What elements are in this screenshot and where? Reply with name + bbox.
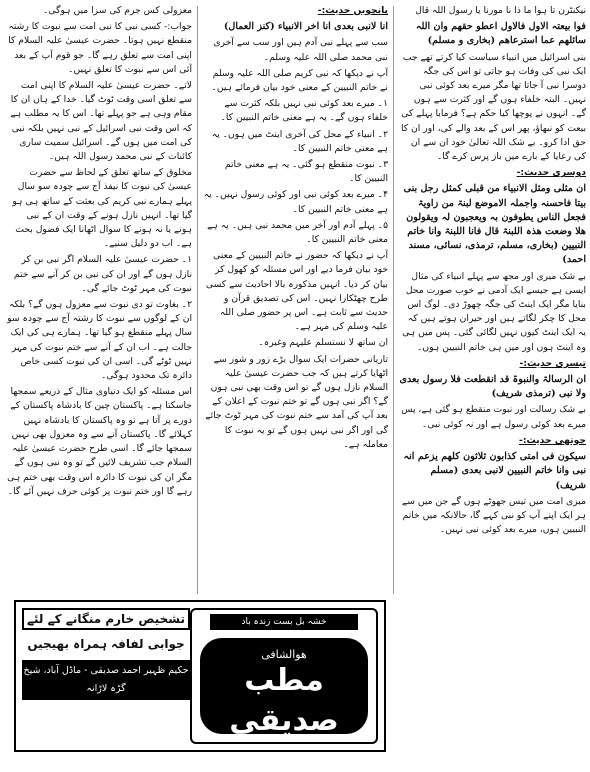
arabic-text: ان الرسالۃ والنبوۃ قد انقطعت فلا رسول بعدی ولا نبی (ترمذی شریف) — [399, 374, 586, 400]
paragraph: میری امت میں تیس جھوٹے ہوں گے جن میں سے ہر ایک اپنے آپ کو نبی کہے گا، حالانکہ میں خاتم النبیین ہوں، میرے بعد کوئی نبی نہیں۔ — [401, 495, 586, 536]
paragraph: سب سے پہلے نبی آدم ہیں اور سب سے آخری نبی محمد صلی اللہ علیہ وسلم۔ — [213, 37, 388, 63]
ad-line-diagnosis: تشخیص خارم منگانے کے لئے — [22, 608, 190, 630]
paragraph: آپ نے دیکھا کہ حضور نے خاتم النبیین کے معنی خود بیان فرما دیے اور اس مسئلہ کو کھول کر بیان کر دیا۔ انہیں مذکورہ بالا احادیث سے کسی طرح چھٹکارا نہیں۔ اس کی تصدیق قرآن و حدیث سے ثابت ہے۔ اس پر حضور صلی اللہ علیہ وسلم کی مہر ہے۔ — [205, 250, 388, 333]
ad-name-box — [200, 638, 368, 738]
paragraph: ۲۔ انبیاء کے محل کی آخری اینٹ میں ہوں۔ یہ ہے معنی خاتم النبیین کا۔ — [211, 128, 388, 154]
ad-clinic-name: مطب صدیقی — [229, 663, 339, 738]
section-heading: چوتھی حدیث:- — [519, 434, 586, 446]
paragraph: ۵۔ پہلے آدم اور آخر میں محمد نبی ہیں۔ یہ ہے معنی خاتم النبیین کا۔ — [207, 219, 388, 246]
ad-tagline: ھوالشافی — [261, 648, 307, 661]
paragraph: بے شک میری اور مجھ سے پہلے انبیاء کی مثال ایسی ہے جیسے ایک آدمی نے خوب صورت محل بنایا مگر ایک اینٹ کی جگہ چھوڑ دی۔ لوگ اس محل کا چکر لگاتے ہیں اور حیران ہوتے ہیں کہ یہ ایک اینٹ کیوں نہیں لگائی گئی۔ پس میں ہی وہ اینٹ ہوں اور میں ہی خاتم النبیین ہوں۔ — [402, 270, 586, 353]
paragraph: مخلوق کے ساتھ تعلق کے لحاظ سے حضرت عیسیٰ کی نبوت کا نیفذ آج سے چودہ سو سال پہلے ہمارے نبی کریم کی بعثت کے ساتھ ہی ہو گیا تھا۔ انہیں نازل ہونے کے وقت ان کے نبی ہونے یا نہ ہونے کا سوال اٹھانا ایک فضول بحث ہے۔ اب دو دلیل سنیے۔ — [12, 167, 192, 250]
section-heading: تیسری حدیث:- — [519, 357, 586, 369]
paragraph: ۲۔ بغاوت تو دی نبوت سے معزول ہوں گے؟ بلکہ ان کے لوگوں سے نبوت کا رشتہ آج سے چودہ سو سال پہلے منقطع ہو گیا تھا۔ ہمارے ہی کی ایک حالت ہے۔ اب ان کے آنے سے ختم نبوت کی مہر نہیں ٹوٹے گی۔ اسی ان کی نبوت کسی خاص دائرہ تک محدود ہوگی۔ — [7, 299, 192, 382]
arabic-text: سیکون فی امتی کذابون ثلاثون کلھم یزعم انہ نبی وانا خاتم النبیین لانبی بعدی (مسلم شریف) — [403, 451, 586, 491]
paragraph: ۱۔ میرے بعد کوئی نبی نہیں بلکہ کثرت سے خلفاء ہوں گے۔ یہ ہے معنی خاتم النبیین کا۔ — [220, 98, 388, 124]
column-left — [6, 4, 192, 596]
paragraph: آپ نے دیکھا کہ نبی کریم صلی اللہ علیہ وسلم نے خاتم النبیین کے معنی خود بیان فرمائے ہیں۔ — [211, 67, 388, 94]
paragraph: ۱۔ حضرت عیسیٰ علیہ السلام اگر نبی بن کر نازل ہوں گے اور ان کی نبی بن کر آنے سے ختم نبوت کی مہر ٹوٹ جائے گی۔ — [13, 254, 192, 294]
section-heading: پانچویں حدیث:- — [317, 5, 388, 16]
paragraph: بنی اسرائیل میں انبیاء سیاست کیا کرتے تھے جب ایک نبی کی وفات ہو جاتی تو اس کی جگہ دوسرا نبی آ جاتا تھا مگر میرے بعد کوئی نبی نہیں۔ البتہ خلفاء ہوں گے اور کثرت سے ہوں گے۔ انہوں نے پوچھا کیا حکم ہے؟ فرمایا پہلے کی بیعت کو نبھاؤ، پھر اس کے بعد والے کی، اور ان کا حق ادا کرو۔ بے شک اللہ تعالیٰ خود ان سے ان کی رعایا کے بارے میں باز پرس کرے گا۔ — [400, 51, 586, 163]
arabic-text: انا لانبی بعدی انا اخر الانبیاء (کنز العمال) — [223, 21, 388, 33]
paragraph: لاتے۔ حضرت عیسیٰ علیہ السلام کا اپنی امت سے تعلق اسی وقت ٹوٹ گیا۔ خدا کے ہاں ان کا مقام وہی ہے جو پہلے تھا۔ اس کا یہ مطلب ہے کہ اس وقت نبی اسرائیل کے نبی نہیں بلکہ نبی کی امت میں ہوں گے۔ اسرائیل سمیت ساری کائنات کے نبی محمد رسول اللہ ہیں۔ — [10, 80, 192, 163]
section-heading: دوسری حدیث:- — [516, 167, 586, 179]
column-middle — [202, 4, 388, 596]
ad-line-address: حکیم ظہیر احمد صدیقی - ماڈل آباد، شیخ گڑہ لاڑانہ — [22, 660, 190, 700]
ad-info — [22, 608, 190, 744]
arabic-text: فوا بیعتہ الاول فالاول اعطو حقھم وان اللہ سائلھم عما استرعاھم (بخاری و مسلم) — [415, 21, 586, 47]
paragraph: اس مسئلہ کو ایک دنیاوی مثال کے ذریعے سمجھا جاسکتا ہے۔ پاکستان چین کا بادشاہ پاکستان کے دورے پر آتا ہے تو وہ پاکستان کا بادشاہ نہیں کہلائے گا۔ پاکستان آنے سے وہ معزول بھی نہیں سمجھا جائے گا۔ اسی طرح حضرت عیسیٰ علیہ السلام جب تشریف لائیں گے تو وہ نبی ہوں گے مگر ان کی نبوت کا دائرہ اس وقت بھی ختم ہی رہے گا اور ختم نبوت پر کوئی حرف نہیں آئے گا۔ — [7, 386, 192, 497]
ad-line-envelope: جوابی لفافہ ہمراہ بھیجیں — [27, 637, 185, 651]
column-divider — [393, 6, 394, 594]
paragraph: تاریانی حضرات ایک سوال بڑے زور و شور سے اٹھایا کرتے ہیں کہ جب حضرت عیسیٰ علیہ السلام نازل ہوں گے تو اس وقت بھی نبی ہوں گے؟ اگر نبی ہوں گے تو ختم نبوت کے اعلان کے بعد آپ کی آمد سے ختم نبوت کی مہر ٹوٹ جائے گی اور اگر نبی نہیں ہوں گے تو یہ نبوت کا معاملہ ہے۔ — [205, 353, 388, 450]
ad-banner: خشہ بل بست زندہ باد — [210, 614, 358, 630]
paragraph: ۳۔ نبوت منقطع ہو گئی۔ یہ ہے معنی خاتم النبیین کا۔ — [224, 159, 388, 185]
column-divider — [197, 6, 198, 594]
paragraph: بے شک رسالت اور نبوت منقطع ہو گئی ہے، پس میرے بعد کوئی رسول ہے اور نہ کوئی نبی۔ — [401, 404, 586, 430]
advertisement-box — [14, 600, 386, 752]
paragraph: ۴۔ میرے بعد کوئی نبی اور کوئی رسول نہیں۔ یہ ہے معنی خاتم النبیین کا۔ — [203, 189, 388, 215]
paragraph: معزولی کس جرم کی سزا میں ہوگی۔ — [43, 5, 192, 16]
paragraph: جواب:- کسی نبی کا نبی امت سے نبوت کا رشتہ منقطع نہیں ہوتا۔ حضرت عیسیٰ علیہ السلام کا اپنی امت سے تعلق رہے گا۔ جو قوم آپ کے بعد آئی اس سے نبوت کا تعلق نہیں۔ — [8, 21, 192, 75]
column-right — [398, 4, 586, 768]
paragraph: ان ساتھ لا نستسلم علیہم وغیرہ۔ — [258, 337, 388, 349]
paragraph: نیکنٹرن تا ہوا ما ذا نا مورنا یا رسول اللہ قال — [415, 5, 586, 16]
arabic-text: ان مثلی ومثل الانبیاء من قبلی کمثل رجل بنی بیتا فاحسنہ واجملہ الاموضع لبنۃ من زاویۃ فجعل الناس یطوفون بہ ویعجبون لہ ویقولون ھلا وضعت ھذہ اللبنۃ قال فانا اللبنۃ وانا خاتم النبیین (بخاری، مسلم، ترمذی، نسائی، مسند احمد) — [403, 183, 586, 266]
ad-logo — [190, 608, 378, 744]
